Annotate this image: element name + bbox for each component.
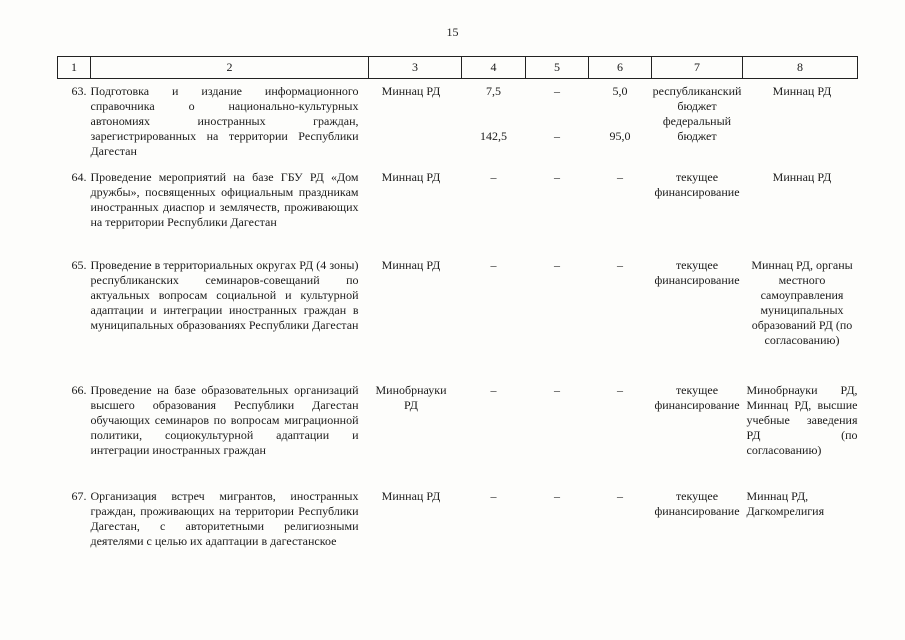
row-number: 66. (71, 382, 87, 397)
column-header-7: 7 (652, 57, 743, 79)
row-description: Подготовка и издание информационного справочника о национально-культурных автономиях иностранных граждан, зарегистрированных на территории Республики Дагестан (90, 84, 359, 158)
row-description: Проведение на базе образовательных организаций высшего образования Республики Дагестан обучающих семинаров по вопросам миграционной политики, социокультурной адаптации и интеграции иностранных граждан (90, 382, 359, 457)
column-header-3: 3 (369, 57, 462, 79)
row-funding-source: текущее финансирование (654, 382, 740, 412)
row-col4-federal: 142,5 (480, 129, 507, 143)
row-number: 67. (71, 488, 87, 503)
column-header-2: 2 (91, 57, 369, 79)
row-col6 (589, 79, 652, 165)
row-responsible: Миннац РД (772, 169, 832, 184)
row-col5 (526, 79, 589, 165)
table-row (58, 253, 858, 378)
row-number: 65. (71, 257, 87, 272)
row-description: Организация встреч мигрантов, иностранных граждан, проживающих на территории Республики Дагестан, с авторитетными религиозными деятелями с целью их адаптации в дагестанское (90, 488, 359, 548)
row-description: Проведение мероприятий на базе ГБУ РД «Дом дружбы», посвященных официальным праздникам иностранных диаспор и землячеств, проживающих на территории Республики Дагестан (90, 169, 359, 229)
column-header-1: 1 (58, 57, 91, 79)
column-header-8: 8 (743, 57, 858, 79)
row-col4: – (490, 169, 497, 184)
plan-table (57, 56, 858, 564)
row-number: 64. (71, 169, 87, 184)
row-description: Проведение в территориальных округах РД (4 зоны) республиканских семинаров-совещаний по актуальных вопросам социальной и культурной адаптации и интеграции иностранных граждан в муниципальных образованиях Республики Дагестан (90, 257, 359, 332)
row-col6: – (617, 382, 623, 397)
row-executor: Миннац РД (381, 84, 441, 98)
row-col5: – (554, 382, 560, 397)
table-row (58, 484, 858, 564)
row-funding-source (652, 79, 743, 165)
row-col5: – (554, 488, 560, 503)
table-row (58, 79, 858, 165)
row-responsible-text: Миннац РД, Дагкомрелигия (746, 488, 825, 518)
table-row (58, 378, 858, 484)
row-col6: – (617, 169, 623, 184)
row-executor: Минобрнауки РД (375, 382, 447, 412)
column-header-4: 4 (462, 57, 526, 79)
row-col5-federal: – (554, 129, 560, 143)
row-funding-source: текущее финансирование (654, 257, 740, 287)
row-responsible: Миннац РД, органы местного самоуправления муниципальных образований РД (по согласованию) (751, 257, 853, 347)
row-col4: – (490, 382, 497, 397)
column-header-5: 5 (526, 57, 589, 79)
row-responsible: Миннац РД (772, 84, 832, 98)
row-col5: – (554, 257, 560, 272)
row-responsible-text: Минобрнауки РД, Миннац РД, высшие учебные заведения РД (по согласованию) (746, 382, 858, 457)
row-funding-source: текущее финансирование (654, 169, 740, 199)
row-col5: – (554, 169, 560, 184)
row-responsible (743, 378, 858, 484)
row-executor: Миннац РД (381, 257, 441, 272)
row-executor: Миннац РД (381, 169, 441, 184)
row-col4 (462, 79, 526, 165)
table-header-row (58, 57, 858, 79)
row-funding-source: текущее финансирование (654, 488, 740, 518)
column-header-6: 6 (589, 57, 652, 79)
row-col6-republican: 5,0 (612, 84, 628, 98)
row-col6: – (617, 488, 623, 503)
row-col6: – (617, 257, 623, 272)
table-row (58, 165, 858, 253)
row-col4: – (490, 257, 497, 272)
row-executor: Миннац РД (381, 488, 441, 503)
row-col6-federal: 95,0 (609, 129, 631, 143)
row-number: 63. (71, 84, 87, 98)
row-col4: – (490, 488, 497, 503)
row-col4-republican: 7,5 (486, 84, 501, 98)
row-col5-republican: – (554, 84, 560, 98)
page-number: 15 (446, 25, 459, 39)
row-source-federal: федеральный бюджет (662, 114, 732, 143)
row-source-republican: республиканский бюджет (652, 84, 742, 113)
row-responsible (743, 484, 858, 564)
